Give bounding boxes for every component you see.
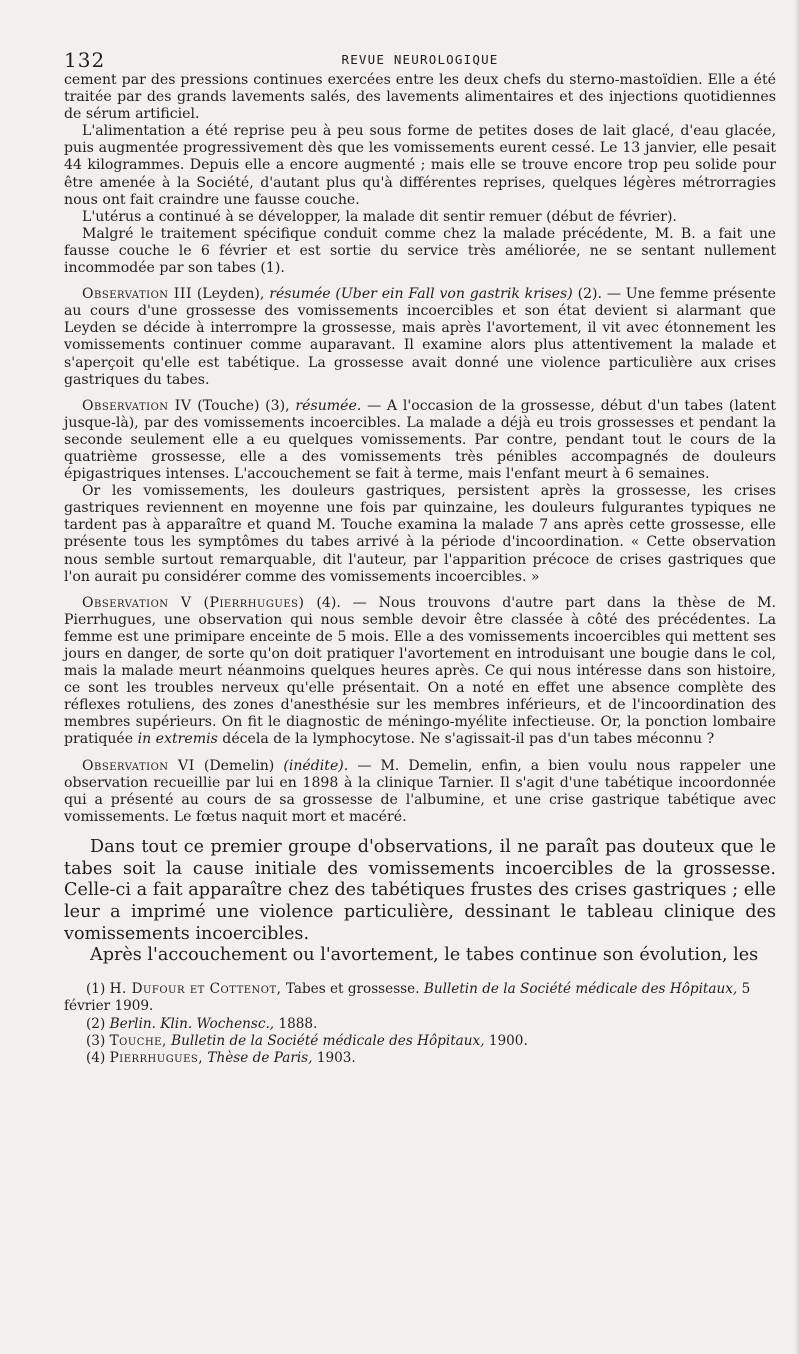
observation-4-author: (Touche) (3), bbox=[197, 397, 290, 414]
observation-4-resume: résumée. bbox=[295, 397, 362, 414]
body-small-text bbox=[64, 72, 776, 826]
footnote: (4) Pierrhugues, Thèse de Paris, 1903. bbox=[86, 1049, 356, 1066]
observation-3-author: (Leyden), bbox=[196, 286, 265, 303]
observation-4-label: Observation IV bbox=[82, 397, 192, 414]
footnote: (2) Berlin. Klin. Wochensc., 1888. bbox=[86, 1015, 318, 1032]
observation-5-text-1: (4). — Nous trouvons d'autre part dans la thèse de M. Pierrhugues, une observation qui nous semble devoir être classée à côté des précédentes. La femme est une primipare enceinte de 5 mois. Elle a des vomissements incoercibles qui mettent ses jours en danger, de sorte qu'on doit pratiquer l'avortement en introduisant une bougie dans le col, mais la malade meurt néanmoins quelques heures après. Ce qui nous intéresse dans son histoire, ce sont les troubles nerveux qu'elle présentait. On a noté en effet une absence complète des réflexes rotuliens, des zones d'anesthésie sur les membres inférieurs, et de l'incoordination des membres supérieurs. On fit le diagnostic de méningo-myélite infectieuse. Or, la ponction lombaire pratiquée bbox=[64, 594, 777, 748]
observation-6-author: (Demelin) bbox=[203, 757, 275, 774]
observation-5-latin: in extremis bbox=[137, 731, 218, 748]
page-header bbox=[64, 42, 776, 72]
conclusion-paragraph-1: Dans tout ce premier groupe d'observations, il ne paraît pas douteux que le tabes soit la cause initiale des vomissements incoercibles de la grossesse. Celle-ci a fait apparaître chez des tabétiques frustes des crises gastriques ; elle leur a imprimé une violence particulière, dessinant le tableau clinique des vomissements incoercibles. bbox=[64, 836, 776, 944]
footnote: (1) H. Dufour et Cottenot, Tabes et grossesse. Bulletin de la Société médicale des Hôpitaux, 5 février 1909. bbox=[64, 981, 751, 1015]
intro-paragraph-2: L'alimentation a été reprise peu à peu sous forme de petites doses de lait glacé, d'eau glacée, puis augmentée progressivement dès que les vomissements eurent cessé. Le 13 janvier, elle pesait 44 kilogrammes. Depuis elle a encore augmenté ; mais elle se trouve encore trop peu solide pour être amenée à la Société, d'autant plus qu'à différentes reprises, quelques légères métrorragies nous ont fait craindre une fausse couche. bbox=[64, 123, 776, 208]
observation-4 bbox=[64, 398, 776, 483]
observation-4-text: — A l'occasion de la grossesse, début d'un tabes (latent jusque-là), par des vomissements incoercibles. La malade a déjà eu trois grossesses et pendant la seconde seulement elle a eu quelques vomissements. Par contre, pendant tout le cours de la quatrième grossesse, elle a des vomissements très pénibles accompagnés de douleurs épigastriques intenses. L'accouchement se fait à terme, mais l'enfant meurt à 6 semaines. bbox=[64, 397, 776, 483]
conclusion-paragraph-2: Après l'accouchement ou l'avortement, le tabes continue son évolution, les bbox=[90, 945, 759, 966]
page-edge-shadow bbox=[794, 0, 800, 1354]
observation-6-resume: (inédite). bbox=[283, 757, 349, 774]
observation-5 bbox=[64, 595, 776, 749]
observation-6-text: — M. Demelin, enfin, a bien voulu nous rappeler une observation recueillie par lui en 1898 à la clinique Tarnier. Il s'agit d'une tabétique incoordonnée qui a présenté au cours de sa grossesse de l'albumine, et une crise gastrique tabétique avec vomissements. Le fœtus naquit mort et macéré. bbox=[64, 757, 776, 825]
observation-6-label: Observation VI bbox=[82, 757, 195, 774]
body-large-text bbox=[64, 837, 776, 967]
observation-3-resume: résumée (Uber ein Fall von gastrik krises) bbox=[269, 286, 573, 303]
page bbox=[64, 42, 776, 1067]
observation-4-paragraph-2: Or les vomissements, les douleurs gastriques, persistent après la grossesse, les crises gastriques reviennent en moyenne une fois par quinzaine, les douleurs fulgurantes typiques ne tardent pas à apparaître et quand M. Touche examina la malade 7 ans après cette grossesse, elle présente tous les symptômes du tabes arrivé à la période d'incoordination. « Cette observation nous semble surtout remarquable, dit l'auteur, par l'apparition précoce de crises gastriques que l'on aurait pu considérer comme des vomissements incoercibles. » bbox=[64, 483, 776, 585]
observation-5-author: (Pierrhugues) bbox=[203, 594, 305, 611]
footnotes bbox=[64, 981, 776, 1067]
observation-3-label: Observation III bbox=[82, 286, 193, 303]
observation-3-text: (2). — Une femme présente au cours d'une grossesse des vomissements incoercibles et son état devient si alarmant que Leyden se décide à interrompre la grossesse, mais après l'avortement, il vit avec étonnement les vomissements continuer comme auparavant. Il examine alors plus attentivement la malade et s'aperçoit qu'elle est tabétique. La grossesse avait donné une violence particulière aux crises gastriques du tabes. bbox=[64, 286, 776, 388]
observation-5-label: Observation V bbox=[82, 594, 192, 611]
intro-paragraph-4: Malgré le traitement spécifique conduit comme chez la malade précédente, M. B. a fait une fausse couche le 6 février et est sortie du service très améliorée, ne se sentant nullement incommodée par son tabes (1). bbox=[64, 225, 776, 277]
observation-3 bbox=[64, 286, 776, 389]
observation-5-text-2: décela de la lymphocytose. Ne s'agissait-il pas d'un tabes méconnu ? bbox=[222, 731, 715, 748]
intro-paragraph-3: L'utérus a continué à se développer, la malade dit sentir remuer (début de février). bbox=[82, 208, 677, 225]
footnote: (3) Touche, Bulletin de la Société médicale des Hôpitaux, 1900. bbox=[86, 1032, 528, 1049]
intro-paragraph-1: cement par des pressions continues exercées entre les deux chefs du sterno-mastoïdien. Elle a été traitée par des grands lavements salés, des lavements alimentaires et des injections quotidiennes de sérum artificiel. bbox=[64, 72, 776, 123]
running-title: REVUE NEUROLOGIQUE bbox=[341, 52, 499, 67]
page-number: 132 bbox=[64, 48, 106, 72]
observation-6 bbox=[64, 758, 776, 826]
